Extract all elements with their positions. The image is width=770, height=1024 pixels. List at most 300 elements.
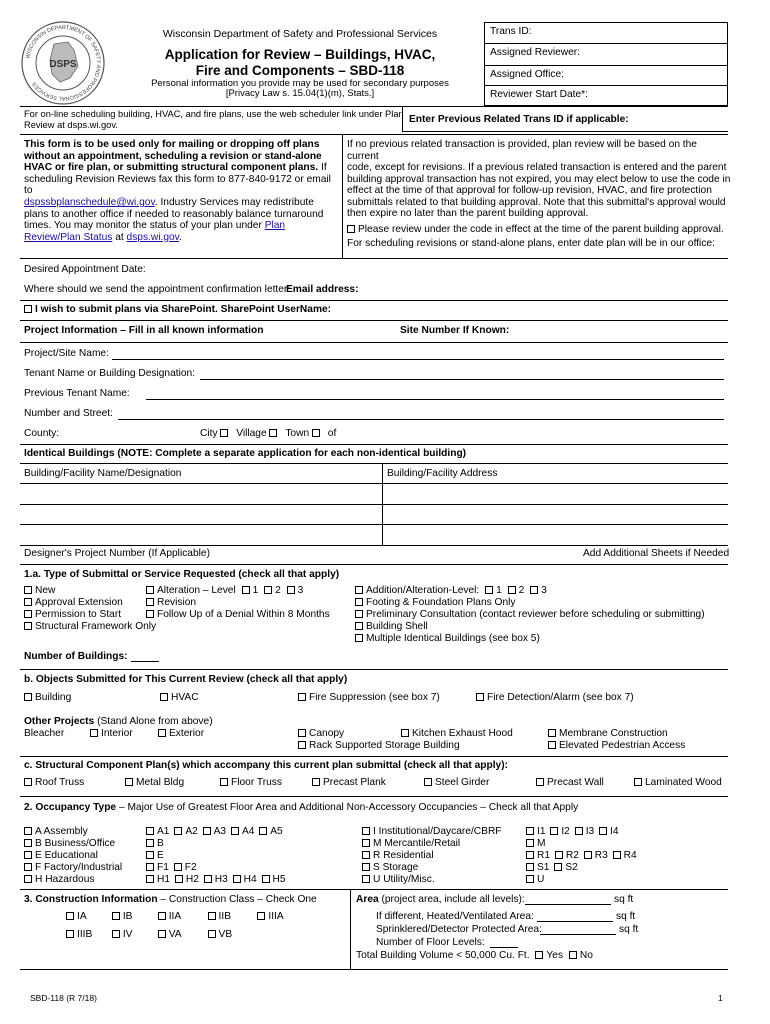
trans-id-field[interactable] [484, 22, 728, 44]
alteration-level-1: 1 [252, 585, 259, 596]
occupancy-h-label: H Hazardous [35, 874, 95, 885]
floor-truss-option [220, 777, 282, 788]
occupancy-m-label: M Mercantile/Retail [373, 838, 461, 849]
occupancy-u-label: U Utility/Misc. [373, 874, 435, 885]
fire-detection-checkbox[interactable] [476, 693, 484, 701]
fire-detection-option [476, 692, 634, 703]
multiple-identical-checkbox[interactable] [355, 634, 363, 642]
m-sub-label: M [537, 838, 546, 849]
precast-plank-checkbox[interactable] [312, 778, 320, 786]
a1-checkbox[interactable] [146, 827, 154, 835]
usage-line6: plans to another office if needed to reasonably balance turnaround [24, 208, 324, 220]
addition-level-1: 1 [496, 585, 502, 596]
class-iv-label: IV [122, 929, 133, 940]
h1-label: H1 [157, 874, 171, 885]
class-iia-label: IIA [168, 911, 182, 922]
construction-row2 [66, 929, 232, 940]
usage-line8: at [115, 231, 124, 243]
s1-label: S1 [537, 862, 550, 873]
other-projects-note: (Stand Alone from above) [97, 716, 213, 727]
structural-framework-label: Structural Framework Only [35, 621, 157, 632]
multiple-identical-label: Multiple Identical Buildings (see box 5) [366, 633, 540, 644]
area-label [356, 894, 525, 905]
laminated-wood-label: Laminated Wood [645, 777, 722, 788]
building-option [24, 692, 71, 703]
floor-truss-label: Floor Truss [231, 777, 282, 788]
class-iiia-label: IIIA [268, 911, 284, 922]
previous-transaction-instructions [347, 139, 731, 250]
previous-tenant-label: Previous Tenant Name: [24, 388, 130, 399]
metal-bldg-label: Metal Bldg [136, 777, 185, 788]
addition-level-2-checkbox[interactable] [508, 586, 516, 594]
permission-to-start-checkbox[interactable] [24, 610, 32, 618]
site-number-label: Site Number If Known: [400, 325, 510, 336]
occupancy-right-col [362, 826, 502, 886]
city-checkbox[interactable] [220, 429, 228, 437]
class-ia-checkbox[interactable] [66, 912, 74, 920]
preliminary-checkbox[interactable] [355, 610, 363, 618]
elevated-pedestrian-option [548, 740, 685, 751]
class-va-checkbox[interactable] [158, 930, 166, 938]
roof-truss-checkbox[interactable] [24, 778, 32, 786]
prev-line6: then expire no later than the parent building approval. [347, 208, 589, 219]
sprinklered-area-label: Sprinklered/Detector Protected Area: [376, 924, 542, 935]
membrane-label: Membrane Construction [559, 728, 668, 739]
a1-label: A1 [157, 826, 170, 837]
site-name-label: Project/Site Name: [24, 348, 109, 359]
town-checkbox[interactable] [312, 429, 320, 437]
metal-bldg-option [125, 777, 184, 788]
prev-line1: If no previous related transaction is provided, plan review will be based on the current [347, 139, 697, 162]
h2-label: H2 [185, 874, 199, 885]
i2-checkbox[interactable] [550, 827, 558, 835]
number-of-buildings-label: Number of Buildings: [24, 651, 128, 662]
occupancy-u-checkbox[interactable] [362, 875, 370, 883]
steel-girder-option [424, 777, 489, 788]
reviewer-start-date-label: Reviewer Start Date*: [490, 89, 588, 100]
class-ia-label: IA [77, 911, 87, 922]
usage-line7: times. You may monitor the status of your plan under [24, 220, 262, 232]
building-shell-label: Building Shell [366, 621, 428, 632]
previous-trans-label: Enter Previous Related Trans ID if applicable: [409, 114, 629, 125]
hvac-label: HVAC [171, 692, 199, 703]
h5-checkbox[interactable] [262, 875, 270, 883]
i3-label: I3 [585, 826, 595, 837]
r1-checkbox[interactable] [526, 851, 534, 859]
a2-label: A2 [185, 826, 198, 837]
permission-to-start-label: Permission to Start [35, 609, 122, 620]
site-name-input[interactable] [112, 359, 724, 360]
class-va-label: VA [168, 929, 182, 940]
heated-area-input[interactable] [537, 921, 613, 922]
area-label-rest: (project area, include all levels): [381, 894, 525, 905]
m-sub-checkbox[interactable] [526, 839, 534, 847]
a2-checkbox[interactable] [174, 827, 182, 835]
project-info-header: Project Information – Fill in all known information [24, 325, 264, 336]
facility-address-col: Building/Facility Address [387, 468, 498, 479]
assigned-reviewer-label: Assigned Reviewer: [490, 47, 581, 58]
volume-yes-checkbox[interactable] [535, 951, 543, 959]
class-vb-label: VB [218, 929, 233, 940]
prev-line4: effect at the time of that approval for follow-up revision, HVAC, and fire protection [347, 185, 712, 196]
sharepoint-label: I wish to submit plans via SharePoint. SharePoint UserName: [35, 304, 332, 315]
form-title-line2: Fire and Components – SBD-118 [195, 63, 405, 78]
plan-date-label: For scheduling revisions or stand-alone plans, enter date plan will be in our office: [347, 238, 715, 249]
trans-id-label: Trans ID: [490, 26, 532, 37]
hvac-checkbox[interactable] [160, 693, 168, 701]
occupancy-right-sub [526, 826, 637, 886]
class-ib-checkbox[interactable] [112, 912, 120, 920]
addition-level-2: 2 [518, 585, 525, 596]
alteration-level-3-checkbox[interactable] [287, 586, 295, 594]
submittal-col3 [355, 585, 705, 645]
reviewer-start-date-field[interactable] [484, 86, 728, 106]
structural-header: c. Structural Component Plan(s) which accompany this current plan submittal (check all that apply): [24, 760, 508, 771]
approval-extension-label: Approval Extension [35, 597, 123, 608]
r4-label: R4 [623, 850, 637, 861]
occupancy-e-checkbox[interactable] [24, 851, 32, 859]
u-sub-label: U [537, 874, 545, 885]
r3-label: R3 [594, 850, 608, 861]
s2-checkbox[interactable] [554, 863, 562, 871]
precast-plank-option [312, 777, 386, 788]
page-number: 1 [718, 993, 723, 1003]
fire-suppression-option [298, 692, 440, 703]
class-iiib-checkbox[interactable] [66, 930, 74, 938]
interior-label: Interior [101, 728, 133, 739]
laminated-wood-option [634, 777, 722, 788]
heated-area-label: If different, Heated/Ventilated Area: [376, 911, 534, 922]
building-label: Building [35, 692, 72, 703]
r1-label: R1 [537, 850, 551, 861]
bleacher-label: Bleacher [24, 728, 65, 739]
class-iib-checkbox[interactable] [208, 912, 216, 920]
elevated-pedestrian-label: Elevated Pedestrian Access [559, 740, 686, 751]
class-iiia-checkbox[interactable] [257, 912, 265, 920]
rack-storage-label: Rack Supported Storage Building [309, 740, 460, 751]
f2-label: F2 [184, 862, 197, 873]
canopy-label: Canopy [309, 728, 345, 739]
usage-line1: This form is to be used only for mailing or dropping off plans [24, 139, 320, 150]
footing-label: Footing & Foundation Plans Only [366, 597, 516, 608]
membrane-option [548, 728, 668, 739]
a3-label: A3 [213, 826, 227, 837]
scheduler-note-line1: For on-line scheduling building, HVAC, and fire plans, use the web scheduler link under Plan [24, 109, 404, 119]
alteration-label: Alteration – Level [157, 585, 236, 596]
designer-project-number-label: Designer's Project Number (If Applicable) [24, 548, 210, 559]
f1-checkbox[interactable] [146, 863, 154, 871]
floor-levels-input[interactable] [490, 947, 518, 948]
of-label: of [327, 428, 337, 439]
submittal-col2 [146, 585, 330, 621]
number-of-buildings-input[interactable] [131, 661, 159, 662]
s1-checkbox[interactable] [526, 863, 534, 871]
alteration-checkbox[interactable] [146, 586, 154, 594]
exterior-option [158, 728, 204, 739]
seal-text: WISCONSIN DEPARTMENT OF SAFETY AND PROFESSIONAL SERVICES [25, 24, 102, 102]
sprinklered-area-input[interactable] [540, 934, 616, 935]
i1-label: I1 [537, 826, 546, 837]
class-iv-checkbox[interactable] [112, 930, 120, 938]
a4-checkbox[interactable] [231, 827, 239, 835]
village-checkbox[interactable] [269, 429, 277, 437]
occupancy-b-checkbox[interactable] [24, 839, 32, 847]
fire-detection-label: Fire Detection/Alarm (see box 7) [487, 692, 634, 703]
previous-trans-box[interactable] [402, 106, 728, 132]
class-iia-checkbox[interactable] [158, 912, 166, 920]
area-input[interactable] [525, 904, 611, 905]
construction-header-bold: 3. Construction Information [24, 894, 158, 905]
steel-girder-label: Steel Girder [435, 777, 490, 788]
metal-bldg-checkbox[interactable] [125, 778, 133, 786]
occupancy-r-checkbox[interactable] [362, 851, 370, 859]
occupancy-s-label: S Storage [373, 862, 419, 873]
precast-plank-label: Precast Plank [323, 777, 386, 788]
prev-line2: code, except for revisions. If a previous related transaction is entered and the parent [347, 162, 727, 173]
class-vb-checkbox[interactable] [208, 930, 216, 938]
a5-label: A5 [270, 826, 283, 837]
canopy-option [298, 728, 344, 739]
r2-checkbox[interactable] [555, 851, 563, 859]
addition-alteration-label: Addition/Alteration-Level: [366, 585, 480, 596]
structural-framework-checkbox[interactable] [24, 622, 32, 630]
assigned-reviewer-field[interactable] [484, 44, 728, 66]
i4-label: I4 [610, 826, 619, 837]
privacy-note-line1: Personal information you provide may be used for secondary purposes [151, 78, 449, 89]
floor-levels-label: Number of Floor Levels: [376, 937, 485, 948]
building-shell-checkbox[interactable] [355, 622, 363, 630]
occupancy-s-checkbox[interactable] [362, 863, 370, 871]
follow-up-checkbox[interactable] [146, 610, 154, 618]
municipality-type [200, 428, 336, 439]
r4-checkbox[interactable] [613, 851, 621, 859]
roof-truss-option [24, 777, 84, 788]
occupancy-f-checkbox[interactable] [24, 863, 32, 871]
usage-line3b: If [320, 162, 327, 174]
identical-buildings-header: Identical Buildings (NOTE: Complete a separate application for each non-identical building) [24, 448, 467, 459]
add-sheets-note: Add Additional Sheets if Needed [583, 548, 730, 559]
u-sub-checkbox[interactable] [526, 875, 534, 883]
class-iib-label: IIB [218, 911, 231, 922]
construction-row1 [66, 911, 284, 922]
agency-name: Wisconsin Department of Safety and Professional Services [162, 28, 438, 40]
plan-status-link[interactable]: Review/Plan Status [24, 231, 113, 243]
dsps-seal [20, 20, 106, 106]
hvac-option [160, 692, 199, 703]
occupancy-left-col [24, 826, 122, 886]
canopy-checkbox[interactable] [298, 729, 306, 737]
footing-checkbox[interactable] [355, 598, 363, 606]
h4-label: H4 [243, 874, 257, 885]
e-sub-checkbox[interactable] [146, 851, 154, 859]
area-label-bold: Area [356, 894, 379, 905]
h4-checkbox[interactable] [233, 875, 241, 883]
occupancy-e-label: E Educational [35, 850, 98, 861]
b-sub-label: B [157, 838, 164, 849]
occupancy-m-checkbox[interactable] [362, 839, 370, 847]
sprinklered-sqft-label: sq ft [619, 924, 639, 935]
volume-no-checkbox[interactable] [569, 951, 577, 959]
assigned-office-field[interactable] [484, 66, 728, 86]
new-checkbox[interactable] [24, 586, 32, 594]
submittal-col1 [24, 585, 156, 633]
identical-row[interactable] [20, 524, 728, 525]
heated-sqft-label: sq ft [616, 911, 636, 922]
desired-date-label: Desired Appointment Date: [24, 264, 146, 275]
form-id: SBD-118 (R 7/18) [30, 993, 97, 1003]
steel-girder-checkbox[interactable] [424, 778, 432, 786]
village-label: Village [236, 428, 267, 439]
addition-alteration-checkbox[interactable] [355, 586, 363, 594]
kitchen-hood-option [401, 728, 513, 739]
usage-line4: scheduling Revision Reviews fax this form to 877-840-9172 or email to [24, 173, 331, 197]
precast-wall-checkbox[interactable] [536, 778, 544, 786]
i1-checkbox[interactable] [526, 827, 534, 835]
other-projects-bold: Other Projects [24, 716, 95, 727]
precast-wall-label: Precast Wall [547, 777, 604, 788]
construction-header [24, 894, 317, 905]
building-volume-row [356, 950, 593, 961]
assigned-office-label: Assigned Office: [490, 69, 564, 80]
h3-label: H3 [214, 874, 228, 885]
approval-extension-checkbox[interactable] [24, 598, 32, 606]
elevated-pedestrian-checkbox[interactable] [548, 741, 556, 749]
scheduler-note [24, 109, 404, 131]
building-volume-label: Total Building Volume < 50,000 Cu. Ft. [356, 950, 530, 961]
prev-line3: building approval transaction has not expired, you may elect below to use the code in [347, 173, 731, 185]
h3-checkbox[interactable] [204, 875, 212, 883]
form-title-line1: Application for Review – Buildings, HVAC, [164, 47, 436, 62]
identical-row[interactable] [20, 504, 728, 505]
rack-storage-option [298, 740, 460, 751]
i4-checkbox[interactable] [599, 827, 607, 835]
s2-label: S2 [565, 862, 578, 873]
addition-level-3: 3 [541, 585, 547, 596]
occupancy-a-label: A Assembly [35, 826, 88, 837]
occupancy-b-label: B Business/Office [35, 838, 116, 849]
other-projects-label [24, 716, 213, 727]
e-sub-label: E [157, 850, 164, 861]
occupancy-f-label: F Factory/Industrial [35, 862, 123, 873]
b-sub-checkbox[interactable] [146, 839, 154, 847]
occupancy-h-checkbox[interactable] [24, 875, 32, 883]
roof-truss-label: Roof Truss [35, 777, 85, 788]
precast-wall-option [536, 777, 604, 788]
parent-code-label: Please review under the code in effect at the time of the parent building approval. [358, 223, 724, 235]
county-label: County: [24, 428, 60, 439]
kitchen-hood-checkbox[interactable] [401, 729, 409, 737]
addition-level-1-checkbox[interactable] [485, 586, 493, 594]
occupancy-left-sub [146, 826, 286, 886]
dsps-website-link[interactable]: dsps.wi.gov [126, 231, 179, 243]
alteration-level-1-checkbox[interactable] [242, 586, 250, 594]
floor-truss-checkbox[interactable] [220, 778, 228, 786]
parent-code-checkbox[interactable] [347, 225, 355, 233]
interior-checkbox[interactable] [90, 729, 98, 737]
a3-checkbox[interactable] [203, 827, 211, 835]
fire-suppression-checkbox[interactable] [298, 693, 306, 701]
schedule-email-link[interactable]: dspssbplanschedule@wi.gov [24, 196, 155, 208]
prev-line5: submittals related to that building approval. Note that this submittal's approval would [347, 196, 726, 208]
h2-checkbox[interactable] [175, 875, 183, 883]
occupancy-header-bold: 2. Occupancy Type [24, 802, 117, 813]
f2-checkbox[interactable] [174, 863, 182, 871]
i2-label: I2 [561, 826, 570, 837]
volume-yes-label: Yes [546, 950, 564, 961]
rack-storage-checkbox[interactable] [298, 741, 306, 749]
sharepoint-checkbox[interactable] [24, 305, 32, 313]
usage-line2: without an appointment, scheduling a revision or stand-alone [24, 150, 322, 162]
submittal-type-header: 1.a. Type of Submittal or Service Requested (check all that apply) [24, 569, 340, 580]
objects-header: b. Objects Submitted for This Current Review (check all that apply) [24, 674, 348, 685]
class-ib-label: IB [122, 911, 133, 922]
tenant-label: Tenant Name or Building Designation: [24, 368, 196, 379]
i3-checkbox[interactable] [575, 827, 583, 835]
revision-label: Revision [157, 597, 197, 608]
laminated-wood-checkbox[interactable] [634, 778, 642, 786]
scheduler-note-line2: Review at dsps.wi.gov. [24, 120, 118, 130]
confirmation-label: Where should we send the appointment confirmation letter: [24, 284, 291, 295]
occupancy-header-rest: – Major Use of Greatest Floor Area and Additional Non-Accessory Occupancies – Check all that Apply [118, 802, 579, 813]
class-iiib-label: IIIB [77, 929, 93, 940]
occupancy-header [24, 802, 578, 813]
addition-level-3-checkbox[interactable] [530, 586, 538, 594]
form-usage-instructions [24, 139, 340, 243]
usage-line5: . Industry Services may redistribute [154, 196, 314, 208]
h1-checkbox[interactable] [146, 875, 154, 883]
h5-label: H5 [272, 874, 286, 885]
town-label: Town [285, 428, 310, 439]
f1-label: F1 [157, 862, 169, 873]
a5-checkbox[interactable] [259, 827, 267, 835]
occupancy-a-checkbox[interactable] [24, 827, 32, 835]
alteration-level-3: 3 [297, 585, 304, 596]
new-label: New [35, 585, 56, 596]
usage-line9: . [179, 231, 182, 243]
fire-suppression-label: Fire Suppression (see box 7) [309, 692, 440, 703]
volume-no-label: No [579, 950, 593, 961]
privacy-note-line2: [Privacy Law s. 15.04(1)(m), Stats.] [225, 88, 375, 99]
area-sqft-label: sq ft [614, 894, 634, 905]
revision-checkbox[interactable] [146, 598, 154, 606]
exterior-label: Exterior [169, 728, 205, 739]
email-label: Email address: [286, 284, 359, 295]
preliminary-label: Preliminary Consultation (contact reviewer before scheduling or submitting) [366, 609, 705, 620]
alteration-level-2: 2 [275, 585, 281, 596]
building-checkbox[interactable] [24, 693, 32, 701]
occupancy-r-label: R Residential [373, 850, 434, 861]
r3-checkbox[interactable] [584, 851, 592, 859]
usage-line3: HVAC or fire plan, or submitting structural component plans. [24, 162, 319, 174]
exterior-checkbox[interactable] [158, 729, 166, 737]
kitchen-hood-label: Kitchen Exhaust Hood [412, 728, 513, 739]
membrane-checkbox[interactable] [548, 729, 556, 737]
a4-label: A4 [241, 826, 255, 837]
plan-link[interactable]: Plan [264, 220, 286, 232]
city-label: City [200, 428, 218, 439]
street-input[interactable] [118, 419, 724, 420]
construction-header-rest: – Construction Class – Check One [160, 894, 317, 905]
interior-option [90, 728, 133, 739]
seal-center-text: DSPS [49, 59, 77, 70]
r2-label: R2 [565, 850, 579, 861]
tenant-input[interactable] [200, 379, 724, 380]
alteration-level-2-checkbox[interactable] [264, 586, 272, 594]
previous-tenant-input[interactable] [146, 399, 724, 400]
follow-up-label: Follow Up of a Denial Within 8 Months [157, 609, 330, 620]
occupancy-i-label: I Institutional/Daycare/CBRF [373, 826, 502, 837]
occupancy-i-checkbox[interactable] [362, 827, 370, 835]
